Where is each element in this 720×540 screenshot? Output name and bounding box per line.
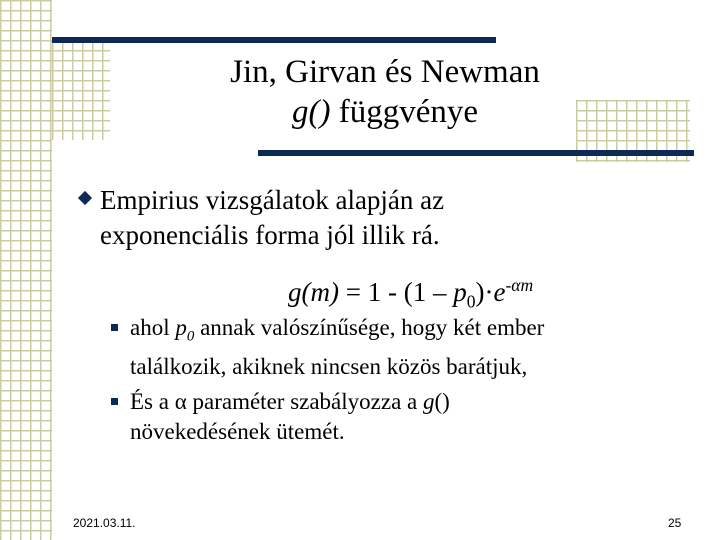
sub-bullet-2-pre: És a α paraméter szabályozza a xyxy=(130,389,423,414)
grid-pattern-title xyxy=(52,40,110,140)
formula-exponent: -αm xyxy=(505,275,534,295)
sub-bullet-1-line-1 xyxy=(130,313,690,352)
formula-after: )· xyxy=(475,277,494,307)
sub-bullet-1-p-sub: 0 xyxy=(186,328,195,345)
title-line-1: Jin, Girvan és Newman xyxy=(230,54,540,90)
title-line-2 xyxy=(170,92,600,132)
formula-p: p xyxy=(453,277,467,307)
formula-mid: = 1 - (1 – xyxy=(338,277,454,307)
sub-bullet-1-post: annak valószínűsége, hogy két ember xyxy=(194,315,545,340)
sub-bullet-2-post: () xyxy=(434,389,450,414)
formula xyxy=(288,268,533,319)
main-bullet-line-2: exponenciális forma jól illik rá. xyxy=(100,220,440,250)
main-bullet xyxy=(78,183,638,253)
square-bullet-icon xyxy=(111,324,118,331)
formula-lhs: g(m) xyxy=(288,277,339,307)
sub-bullet-2-line-2: növekedésének ütemét. xyxy=(130,419,345,444)
footer-date: 2021.03.11. xyxy=(73,516,136,530)
sub-bullet-2-g: g xyxy=(423,389,435,414)
sub-bullet-1 xyxy=(130,313,690,382)
sub-bullet-1-line-2: találkozik, akiknek nincsen közös barátjuk, xyxy=(130,353,528,379)
sub-bullet-2-line-1 xyxy=(130,387,690,417)
title-rule-top xyxy=(52,37,496,43)
title-rule-bottom xyxy=(258,150,694,156)
formula-e: e xyxy=(493,277,506,307)
sub-bullet-1-p: p xyxy=(175,315,187,340)
sub-bullet-2 xyxy=(130,387,690,447)
sub-bullet-1-pre: ahol xyxy=(130,315,176,340)
slide-title xyxy=(170,52,600,132)
formula-p-sub: 0 xyxy=(466,291,476,312)
main-bullet-line-1: Empirius vizsgálatok alapján az xyxy=(100,185,445,215)
square-bullet-icon xyxy=(111,398,118,405)
page-number: 25 xyxy=(668,516,682,530)
grid-pattern-left xyxy=(0,0,52,540)
title-line-2-rest: függvénye xyxy=(330,94,479,130)
title-g-func: g() xyxy=(291,94,331,130)
